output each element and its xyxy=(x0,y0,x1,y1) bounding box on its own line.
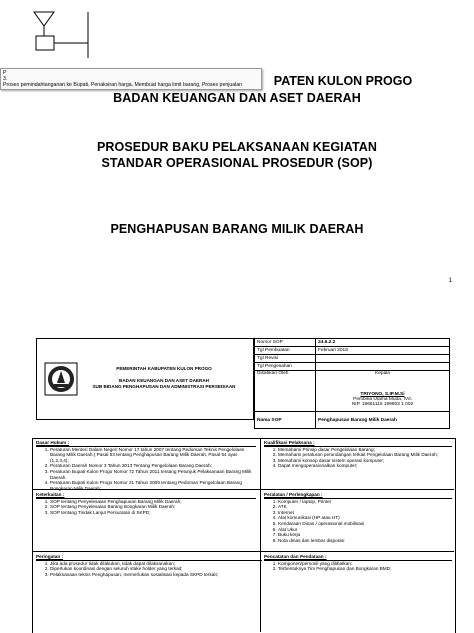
list-item: 1. Peraturan Menteri Dalam Negeri Nomor 17 tahun 2007 tentang Pedoman Teknis Pengelolaan Barang Milik Daerah.( Pasal 53 tentang Penghapusan Barang Milik Daerah, Pasal 54 ayat (1,2,3,4); xyxy=(50,447,256,464)
list-item: 4. Alat komunikasi (HP atau HT) xyxy=(278,515,452,521)
row-divider-2 xyxy=(32,551,454,552)
list-item: 2. SOP tentang Penyelesaian Barang Bongkaran Milik Daerah; xyxy=(50,504,256,510)
dasar-hukum-title: Dasar Hukum : xyxy=(36,440,256,447)
meta-label: Disahkan Oleh xyxy=(255,371,316,412)
list-item: 3. Internet xyxy=(278,510,452,516)
list-item: 3. Pelaksanaan teknis Penghapusan, memerlukan sosialisasi kepada SKPD terkait; xyxy=(50,572,262,578)
list-item: 2. Diperlukan koordinasi dengan seluruh stake holder yang terkait; xyxy=(50,566,262,572)
meta-label: Tgl Pengesahan xyxy=(255,363,316,371)
meta-label: Tgl Pembuatan xyxy=(255,347,316,355)
org-name-3: SUB BIDANG PENGHAPUSAN DAN ADMINISTRASI PERSEDIAAN xyxy=(92,384,236,389)
pencatatan-section xyxy=(264,554,452,572)
kulon-progo-seal-icon xyxy=(44,362,78,396)
pencatatan-title: Pencatatan dan Pendataan : xyxy=(264,554,452,561)
list-item: 6. Alat Ukur xyxy=(278,527,452,533)
peralatan-section xyxy=(264,492,452,543)
list-item: 5. Kendaraan Dinas / operasional mobilisasi xyxy=(278,521,452,527)
peringatan-title: Peringatan : xyxy=(36,554,262,561)
keterkaitan-section xyxy=(36,492,256,515)
meta-label: Tgl Revisi xyxy=(255,355,316,363)
signer-nip: NIP. 19661115 199603 1 002 xyxy=(351,402,414,407)
row-divider-1 xyxy=(32,489,454,490)
list-item: 7. Buku kerja xyxy=(278,532,452,538)
keterkaitan-title: Keterkaitan : xyxy=(36,492,256,499)
list-item: 3. Peraturan Bupati Kulon Progo Nomor 72 Tahun 2011 tentang Petunjuk Pelaksanaan Barang Milik Daerah. xyxy=(50,469,256,480)
list-item: 3. SOP tentang Tindak Lanjut Persuratan di SKPD; xyxy=(50,510,256,516)
list-item: 1. Jika ada prosedur tidak dilakukan, tidak dapat dilaksanakan; xyxy=(50,561,262,567)
peralatan-title: Peralatan / Perlengkapan : xyxy=(264,492,452,499)
list-item: 1. Komponen/personil yang dilibatkan; xyxy=(278,561,452,567)
meta-row xyxy=(255,412,450,429)
nama-sop-value: Penghapusan Barang Milik Daerah xyxy=(316,412,450,429)
tooltip-line-1: P xyxy=(3,70,7,76)
meta-row xyxy=(255,371,450,412)
org-name-2: BADAN KEUANGAN DAN ASET DAERAH xyxy=(119,378,209,383)
nama-sop-label: Nama SOP xyxy=(255,412,316,429)
meta-row xyxy=(255,347,450,355)
approval-title: Kepala xyxy=(375,371,390,376)
meta-row xyxy=(255,339,450,347)
title-line-2: BADAN KEUANGAN DAN ASET DAERAH xyxy=(113,91,361,105)
meta-value xyxy=(316,363,450,371)
list-item: 2. Terbentuknya Tim Penghapusan dan Bongkaran BMD; xyxy=(278,566,452,572)
title-line-3: PROSEDUR BAKU PELAKSANAAN KEGIATAN xyxy=(96,140,378,154)
peringatan-section xyxy=(36,554,262,577)
list-item: 1. Komputer / laptop, Printer xyxy=(278,499,452,505)
tooltip-line-3: Proses pemindahtanganan ke Bupati, Penaksiran harga, Membuat harga limit barang, Proses penjualan xyxy=(3,82,243,88)
title-line-5: PENGHAPUSAN BARANG MILIK DAERAH xyxy=(110,222,364,236)
meta-value xyxy=(316,355,450,363)
column-divider xyxy=(260,438,261,632)
tooltip-line-2: 3. xyxy=(3,76,8,82)
meta-value: Februari 2018 xyxy=(316,347,450,355)
list-item: 1. Memahami Prinsip dasar Pengelolaan Barang; xyxy=(278,447,452,453)
meta-row xyxy=(255,363,450,371)
title-line-1: PATEN KULON PROGO xyxy=(273,74,413,88)
org-name-1: PEMERINTAH KABUPATEN KULON PROGO xyxy=(116,366,212,371)
list-item: 4. Peraturan Bupati Kulon Progo Nomor 21 Tahun 2009 tentang Pedoman Pengelolaan Barang xyxy=(50,480,256,491)
list-item: 2. Memahami peraturan perundangan terkait Pengelolaan Barang Milik Daerah; xyxy=(278,452,452,458)
list-item: 4. Dapat mengoperasionalkan komputer; xyxy=(278,463,452,469)
page-number: 1 xyxy=(448,278,452,284)
dasar-hukum-section xyxy=(36,440,256,491)
approval-cell xyxy=(316,371,450,412)
list-item: 3. Memahami konsep dasar sistem operasi komputer; xyxy=(278,458,452,464)
flowchart-fragment xyxy=(32,10,92,58)
list-item: 8. Nota dinas dan lembar disposisi xyxy=(278,538,452,544)
signer-rank: Pembina Utama Muda, IV/c xyxy=(353,397,412,402)
tooltip-popup xyxy=(0,68,262,90)
list-item: 1. SOP tentang Penyelesaian Penghapusan Barang Milik Daerah; xyxy=(50,499,256,505)
kualifikasi-section xyxy=(264,440,452,469)
sop-meta-table xyxy=(254,338,450,429)
signer-name: TRIYONO, S.IP.M.Si xyxy=(360,392,405,397)
meta-value: 24.6.2.2 xyxy=(316,339,450,347)
list-item: 2. ATK xyxy=(278,504,452,510)
meta-row xyxy=(255,355,450,363)
meta-label: Nomor SOP xyxy=(255,339,316,347)
list-item: 2. Peraturan Daerah Nomor 3 Tahun 2013 Tentang Pengelolaan Barang Daerah; xyxy=(50,463,256,469)
kualifikasi-title: Kualifikasi Pelaksana : xyxy=(264,440,452,447)
title-line-4: STANDAR OPERASIONAL PROSEDUR (SOP) xyxy=(101,156,373,170)
